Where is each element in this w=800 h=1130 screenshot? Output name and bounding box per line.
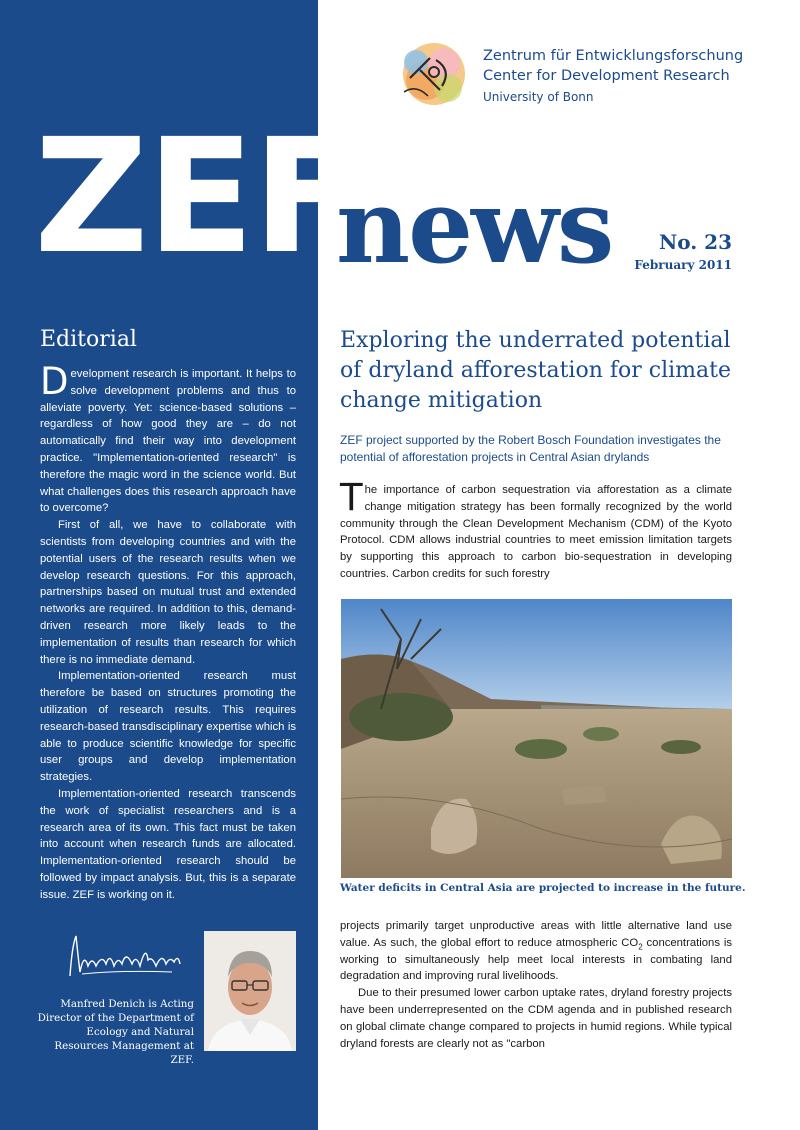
article-paragraph: The importance of carbon sequestration via afforestation as a climate change mitigation strategy has been formally recognized by the world community through the Clean Development Mechanism (CDM) of the Kyoto Protocol. CDM allows industrial countries to meet emission limitation targets by supporting this approach to carbon bio-sequestration in developing countries. Carbon credits for such forestry [340,476,732,580]
editorial-paragraph: Development research is important. It helps to solve development problems and thus to alleviate poverty. Yet: science-based solutions – regardless of how good they are – do not automatically find their way into development practice. "Implementation-oriented research" is therefore the magic word in the science world. But what challenges does this research approach have to overcome? [40,360,296,515]
issue-number: No. 23 [658,230,732,254]
editorial-paragraph: Implementation-oriented research transcends the work of specialist researchers and is a research area of its own. This fact must be taken into account when research funds are allocated. Implementation-oriented research should be followed by impact analysis. But, this is a separate issue. ZEF is working on it. [40,787,296,901]
org-name-en: Center for Development Research [483,68,730,84]
author-caption: Manfred Denich is Acting Director of the Department of Ecology and Natural Resources Management at ZEF. [37,998,194,1066]
article-title: Exploring the underrated potential of dryland afforestation for climate change mitigation [340,328,731,413]
zef-masthead-title: ZEF [34,105,359,289]
zef-logo-icon[interactable] [396,40,470,110]
article-body-continued [340,918,732,1052]
photo-caption: Water deficits in Central Asia are projected to increase in the future. [340,882,746,894]
org-names [483,46,743,107]
editorial-body [40,360,296,904]
author-portrait [204,931,296,1051]
editorial-paragraph: First of all, we have to collaborate with scientists from developing countries and with the potential users of the research results when we develop research questions. For this approach, partnerships based on mutual trust and extended networks are required. In addition to this, demand-driven research more likely leads to the implementation of results than research for which there is no immediate demand. [40,519,296,666]
editorial-dropcap: D [40,360,69,403]
editorial-heading: Editorial [40,327,137,352]
article-dropcap: T [340,476,363,519]
org-name-de: Zentrum für Entwicklungsforschung [483,48,744,64]
author-signature [62,926,192,990]
news-masthead-title: news [336,167,613,287]
article-lead: ZEF project supported by the Robert Bosch Foundation investigates the potential of afforestation projects in Central Asian drylands [340,433,721,464]
issue-date: February 2011 [634,258,732,272]
university-name: University of Bonn [483,90,594,104]
article-paragraph: projects primarily target unproductive areas with little alternative land use value. As such, the global effort to reduce atmospheric $CO_2$ concentrations is working to simultaneously help meet local interests in combating land degradation and improving rural livelihoods. [340,920,732,983]
dryland-photo [341,599,732,878]
article-paragraph: Due to their presumed lower carbon uptake rates, dryland forestry projects have been underrepresented on the CDM agenda and in published research on global climate change compared to projects in humid regions. While typical dryland forests are clearly not as "carbon [340,987,732,1050]
article-body [340,476,732,583]
editorial-paragraph: Implementation-oriented research must therefore be based on structures promoting the utilization of research results. This requires research-based transdisciplinary expertise which is able to produce scientific knowledge for specific user groups and develop implementation strategies. [40,670,296,784]
